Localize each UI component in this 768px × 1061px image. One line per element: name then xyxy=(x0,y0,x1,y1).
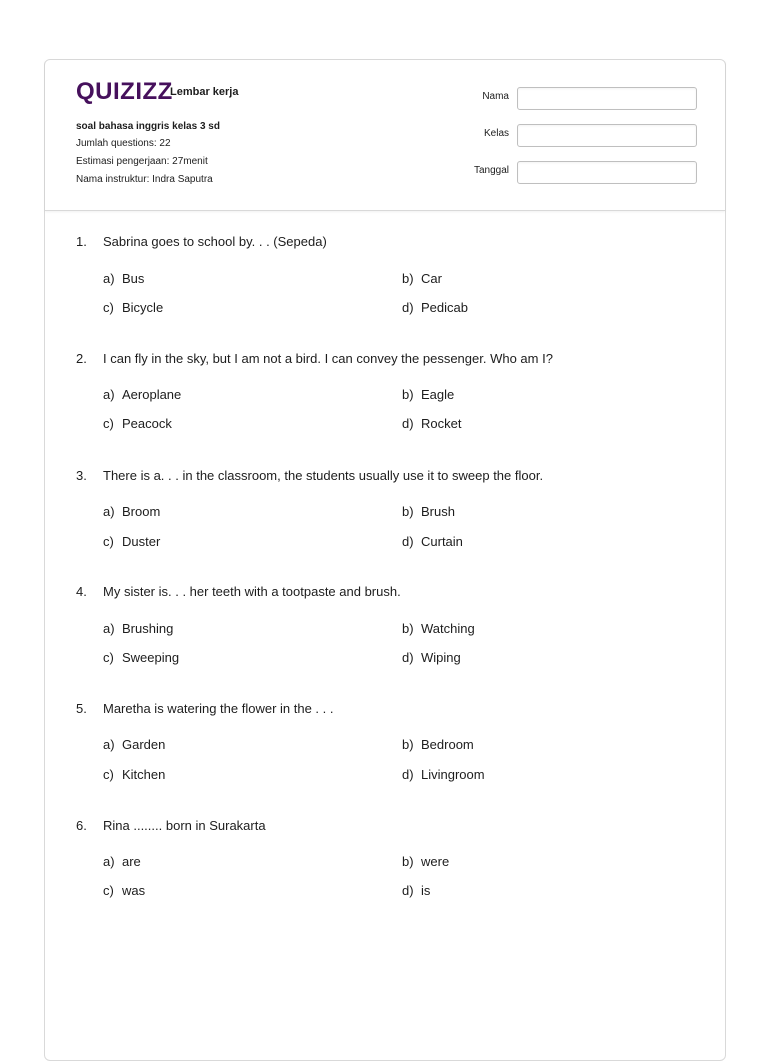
option-text: are xyxy=(122,854,141,869)
option-c[interactable] xyxy=(103,416,172,431)
option-text: Aeroplane xyxy=(122,387,182,402)
option-a[interactable] xyxy=(103,737,165,752)
option-text: Bedroom xyxy=(421,737,474,752)
quizizz-logo: QUIZIZZ xyxy=(76,78,173,105)
option-letter: b) xyxy=(402,271,414,286)
option-text: Curtain xyxy=(421,534,463,549)
option-letter: c) xyxy=(103,534,114,549)
option-d[interactable] xyxy=(402,534,463,549)
option-d[interactable] xyxy=(402,300,468,315)
option-letter: d) xyxy=(402,767,414,782)
option-letter: d) xyxy=(402,650,414,665)
worksheet-page xyxy=(44,59,726,1061)
option-letter: c) xyxy=(103,416,114,431)
question-prompt: There is a. . . in the classroom, the students usually use it to sweep the floor. xyxy=(103,468,544,483)
option-b[interactable] xyxy=(402,854,449,869)
option-d[interactable] xyxy=(402,883,430,898)
option-letter: c) xyxy=(103,883,114,898)
option-letter: b) xyxy=(402,621,414,636)
option-letter: a) xyxy=(103,271,115,286)
option-letter: a) xyxy=(103,387,115,402)
option-text: Kitchen xyxy=(122,767,166,782)
option-text: Bicycle xyxy=(122,300,164,315)
question-number: 6. xyxy=(76,818,87,833)
option-text: Sweeping xyxy=(122,650,180,665)
date-field[interactable] xyxy=(517,161,697,184)
option-text: is xyxy=(421,883,431,898)
question-number: 1. xyxy=(76,234,87,249)
question-number: 2. xyxy=(76,351,87,366)
class-field[interactable] xyxy=(517,124,697,147)
option-text: Garden xyxy=(122,737,166,752)
option-text: Livingroom xyxy=(421,767,485,782)
option-text: Rocket xyxy=(421,416,462,431)
option-c[interactable] xyxy=(103,650,179,665)
option-text: Pedicab xyxy=(421,300,468,315)
name-field[interactable] xyxy=(517,87,697,110)
option-c[interactable] xyxy=(103,767,165,782)
option-letter: a) xyxy=(103,854,115,869)
option-a[interactable] xyxy=(103,854,141,869)
option-text: Broom xyxy=(122,504,161,519)
question-number: 4. xyxy=(76,584,87,599)
option-text: were xyxy=(421,854,450,869)
option-text: Brushing xyxy=(122,621,174,636)
option-a[interactable] xyxy=(103,621,173,636)
option-b[interactable] xyxy=(402,621,475,636)
question-number: 5. xyxy=(76,701,87,716)
option-letter: d) xyxy=(402,534,414,549)
option-letter: b) xyxy=(402,737,414,752)
option-d[interactable] xyxy=(402,767,485,782)
estimated-time: Estimasi pengerjaan: 27menit xyxy=(76,156,208,167)
instructor-name: Nama instruktur: Indra Saputra xyxy=(76,174,213,185)
option-text: Duster xyxy=(122,534,161,549)
option-a[interactable] xyxy=(103,504,160,519)
question-prompt: Rina ........ born in Surakarta xyxy=(103,818,266,833)
option-letter: a) xyxy=(103,737,115,752)
option-text: Wiping xyxy=(421,650,461,665)
class-field-label: Kelas xyxy=(483,128,509,139)
question-text xyxy=(76,818,266,833)
option-letter: d) xyxy=(402,883,414,898)
question-number: 3. xyxy=(76,468,87,483)
option-letter: c) xyxy=(103,300,114,315)
option-b[interactable] xyxy=(402,387,454,402)
option-letter: d) xyxy=(402,416,414,431)
questions-count: Jumlah questions: 22 xyxy=(76,138,171,149)
option-text: Peacock xyxy=(122,416,172,431)
option-letter: b) xyxy=(402,504,414,519)
option-text: Watching xyxy=(421,621,475,636)
option-letter: b) xyxy=(402,387,414,402)
option-text: Brush xyxy=(421,504,455,519)
option-letter: b) xyxy=(402,854,414,869)
option-letter: a) xyxy=(103,504,115,519)
question-text xyxy=(76,701,334,716)
question-text xyxy=(76,468,543,483)
option-c[interactable] xyxy=(103,300,163,315)
option-d[interactable] xyxy=(402,650,461,665)
option-text: was xyxy=(122,883,146,898)
option-a[interactable] xyxy=(103,387,181,402)
option-text: Bus xyxy=(122,271,145,286)
option-b[interactable] xyxy=(402,504,455,519)
option-letter: a) xyxy=(103,621,115,636)
question-prompt: My sister is. . . her teeth with a tootpaste and brush. xyxy=(103,584,401,599)
option-b[interactable] xyxy=(402,737,474,752)
question-text xyxy=(76,234,327,249)
question-text xyxy=(76,351,553,366)
option-letter: c) xyxy=(103,767,114,782)
option-d[interactable] xyxy=(402,416,461,431)
name-field-label: Nama xyxy=(482,91,509,102)
option-b[interactable] xyxy=(402,271,442,286)
date-field-label: Tanggal xyxy=(473,165,509,176)
option-a[interactable] xyxy=(103,271,144,286)
question-text xyxy=(76,584,401,599)
option-c[interactable] xyxy=(103,534,160,549)
question-prompt: Maretha is watering the flower in the . . . xyxy=(103,701,334,716)
question-prompt: I can fly in the sky, but I am not a bird. I can convey the pessenger. Who am I? xyxy=(103,351,553,366)
question-prompt: Sabrina goes to school by. . . (Sepeda) xyxy=(103,234,327,249)
worksheet-title: soal bahasa inggris kelas 3 sd xyxy=(76,121,220,132)
option-text: Eagle xyxy=(421,387,455,402)
option-letter: c) xyxy=(103,650,114,665)
option-text: Car xyxy=(421,271,442,286)
worksheet-header xyxy=(45,60,725,211)
document-type-label: Lembar kerja xyxy=(170,86,239,98)
option-c[interactable] xyxy=(103,883,145,898)
option-letter: d) xyxy=(402,300,414,315)
